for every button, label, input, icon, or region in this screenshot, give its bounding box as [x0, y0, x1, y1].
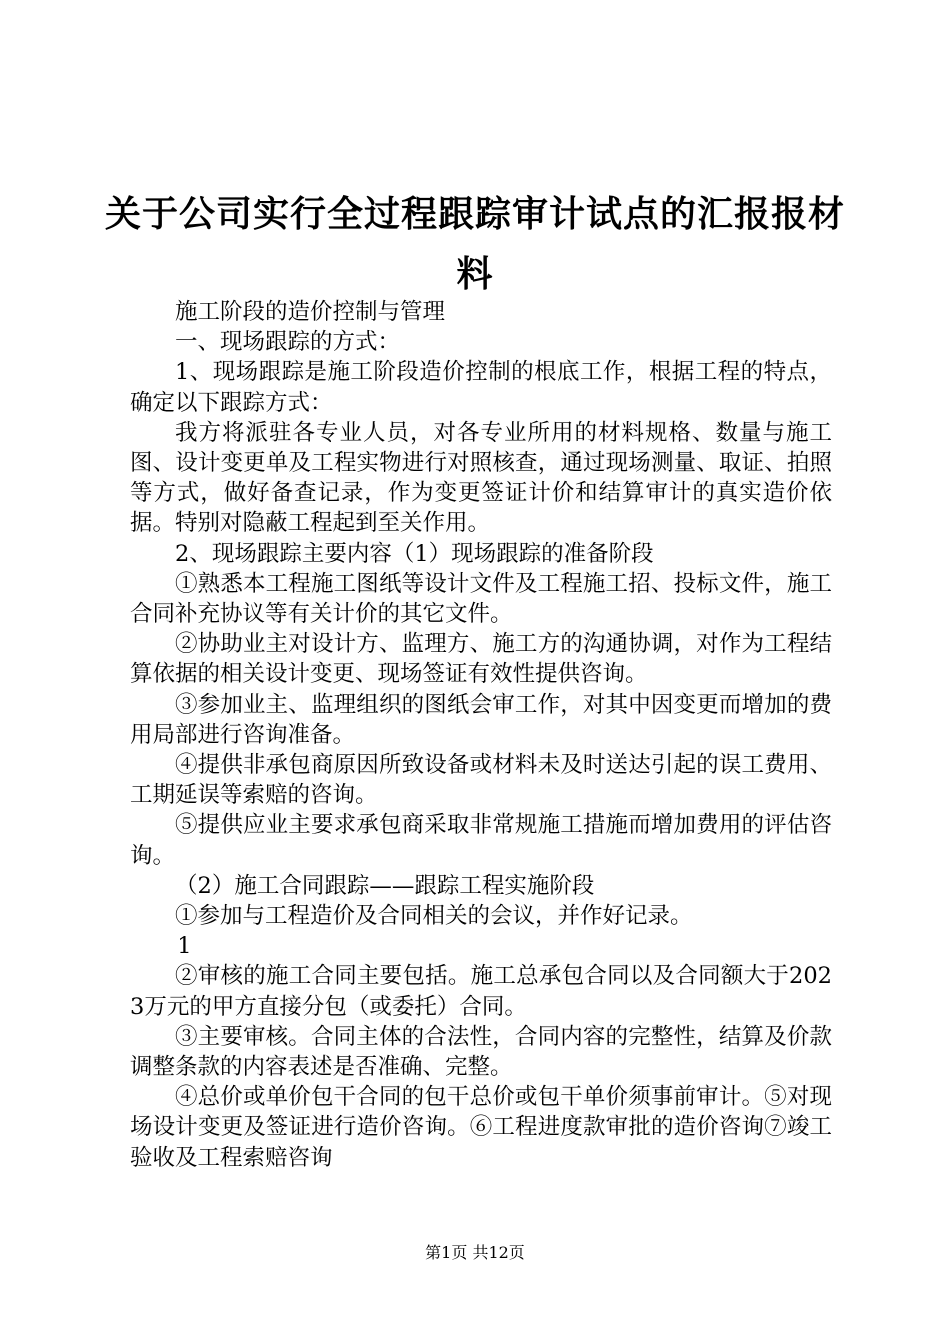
paragraph: 一、现场跟踪的方式：: [175, 329, 401, 356]
paragraph: ③参加业主、监理组织的图纸会审工作，对其中因变更而增加的费用局部进行咨询准备。: [130, 691, 832, 748]
paragraph: 2、现场跟踪主要内容（1）现场跟踪的准备阶段: [175, 540, 654, 567]
paragraph: ④总价或单价包干合同的包干总价或包干单价须事前审计。⑤对现场设计变更及签证进行造价咨询。⑥工程进度款审批的造价咨询⑦竣工验收及工程索赔咨询: [130, 1084, 832, 1171]
paragraph: 我方将派驻各专业人员，对各专业所用的材料规格、数量与施工图、设计变更单及工程实物进行对照核查，通过现场测量、取证、拍照等方式，做好备查记录，作为变更签证计价和结算审计的真实造价依据。特别对隐蔽工程起到至关作用。: [130, 419, 832, 537]
paragraph: ①熟悉本工程施工图纸等设计文件及工程施工招、投标文件，施工合同补充协议等有关计价的其它文件。: [130, 570, 832, 628]
paragraph: 1、现场跟踪是施工阶段造价控制的根底工作，根据工程的特点，确定以下跟踪方式：: [130, 359, 832, 416]
paragraph: ④提供非承包商原因所致设备或材料未及时送达引起的误工费用、工期延误等索赔的咨询。: [130, 752, 832, 809]
paragraph: （2）施工合同跟踪——跟踪工程实施阶段: [175, 872, 595, 899]
page-footer: 第1页 共12页: [425, 1243, 525, 1262]
document-title: 关于公司实行全过程跟踪审计试点的汇报报材料: [104, 194, 845, 295]
paragraph: ⑤提供应业主要求承包商采取非常规施工措施而增加费用的评估咨询。: [130, 812, 832, 869]
paragraph: ①参加与工程造价及合同相关的会议，并作好记录。: [175, 903, 693, 930]
paragraph: ③主要审核。合同主体的合法性，合同内容的完整性，结算及价款调整条款的内容表述是否准确、完整。: [130, 1023, 832, 1081]
inline-page-number: 1: [177, 933, 192, 960]
paragraph: ②审核的施工合同主要包括。施工总承包合同以及合同额大于2023万元的甲方直接分包（或委托）合同。: [130, 963, 832, 1020]
paragraph: 施工阶段的造价控制与管理: [175, 299, 446, 325]
document-body: [130, 297, 832, 1173]
paragraph: ②协助业主对设计方、监理方、施工方的沟通协调，对作为工程结算依据的相关设计变更、现场签证有效性提供咨询。: [130, 631, 832, 688]
